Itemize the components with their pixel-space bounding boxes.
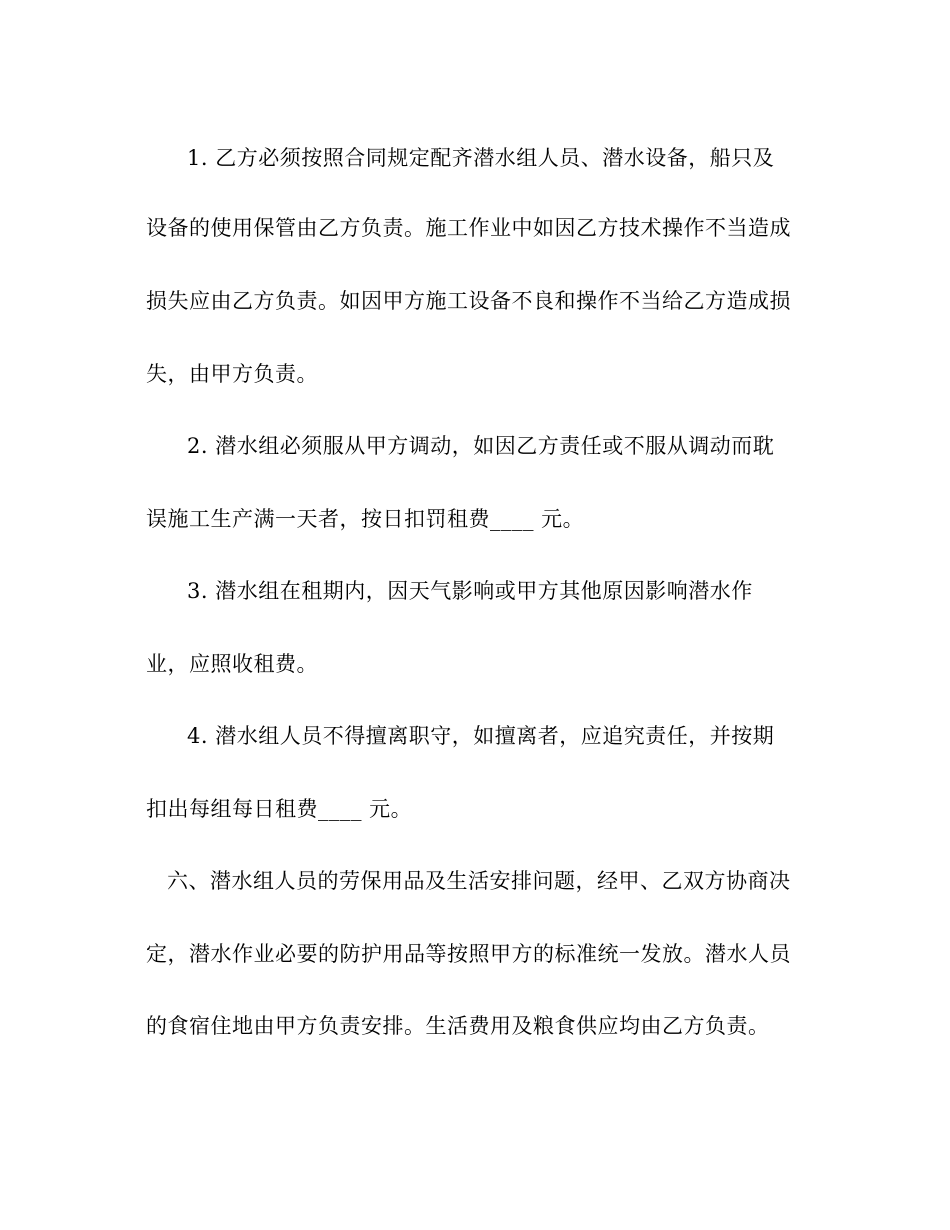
section-6-line-1: 六、潜水组人员的劳保用品及生活安排问题，经甲、乙双方协商决 <box>167 869 791 893</box>
clause-2-line-2: 误施工生产满一天者，按日扣罚租费____ 元。 <box>146 507 585 531</box>
clause-1-line-2: 设备的使用保管由乙方负责。施工作业中如因乙方技术操作不当造成 <box>146 216 791 240</box>
clause-2-line-1: 2. 潜水组必须服从甲方调动，如因乙方责任或不服从调动而耽 <box>187 434 775 458</box>
section-6-line-2: 定，潜水作业必要的防护用品等按照甲方的标准统一发放。潜水人员 <box>146 942 791 966</box>
clause-1-line-3: 损失应由乙方负责。如因甲方施工设备不良和操作不当给乙方造成损 <box>146 289 791 313</box>
clause-3-line-1: 3. 潜水组在租期内，因天气影响或甲方其他原因影响潜水作 <box>187 579 753 603</box>
clause-1-line-1: 1. 乙方必须按照合同规定配齐潜水组人员、潜水设备，船只及 <box>187 146 775 170</box>
clause-3-line-2: 业，应照收租费。 <box>146 652 318 676</box>
section-6-line-3: 的食宿住地由甲方负责安排。生活费用及粮食供应均由乙方负责。 <box>146 1014 770 1038</box>
clause-4-line-2: 扣出每组每日租费____ 元。 <box>146 797 413 821</box>
clause-1-line-4: 失，由甲方负责。 <box>146 362 318 386</box>
clause-4-line-1: 4. 潜水组人员不得擅离职守，如擅离者，应追究责任，并按期 <box>187 724 775 748</box>
